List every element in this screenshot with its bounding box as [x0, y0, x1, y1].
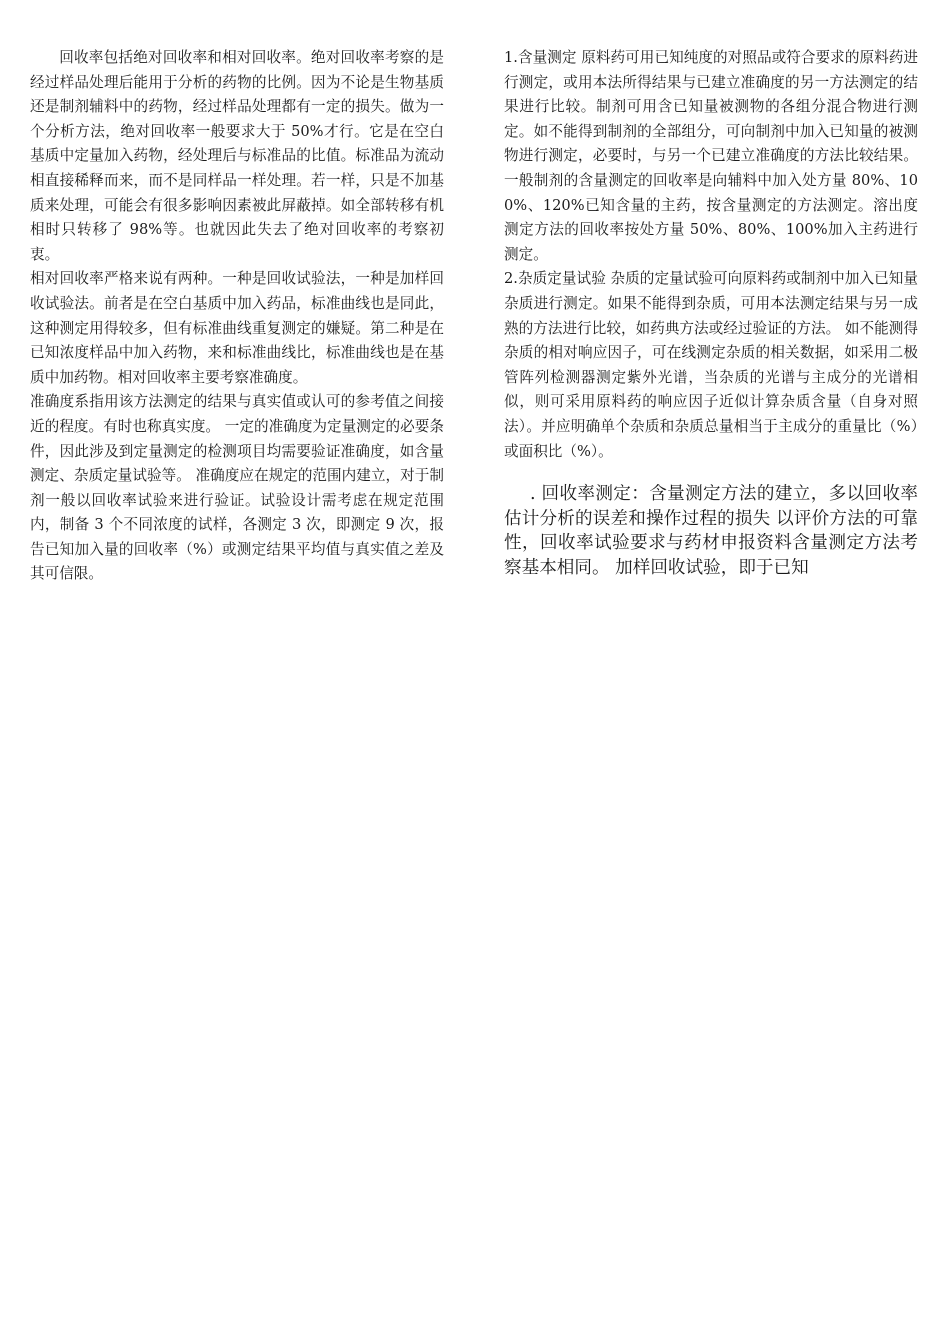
accuracy-paragraph: 准确度系指用该方法测定的结果与真实值或认可的参考值之间接近的程度。有时也称真实度。 一定的准确度为定量测定的必要条件，因此涉及到定量测定的检测项目均需要验证准确度，如含量测定、杂质定量试验等。 准确度应在规定的范围内建立，对于制剂一般以回收率试验来进行验证。试验设计需考虑在规定范围内，制备 3 个不同浓度的试样，各测定 3 次，即测定 9 次，报告已知加入量的回收率（%）或测定结果平均值与真实值之差及其可信限。 — [30, 393, 444, 583]
relative-recovery-paragraph: 相对回收率严格来说有两种。一种是回收试验法，一种是加样回收试验法。前者是在空白基质中加入药品，标准曲线也是同此，这种测定用得较多，但有标准曲线重复测定的嫌疑。第二种是在已知浓度样品中加入药物，来和标准曲线比，标准曲线也是在基质中加药物。相对回收率主要考察准确度。 — [30, 270, 444, 386]
recovery-test-paragraph — [504, 482, 918, 580]
left-column — [30, 46, 444, 587]
impurity-paragraph: 2.杂质定量试验 杂质的定量试验可向原料药或制剂中加入已知量杂质进行测定。如果不能得到杂质，可用本法测定结果与另一成熟的方法进行比较，如药典方法或经过验证的方法。 如不能测得杂质的相对响应因子，可在线测定杂质的相关数据，如采用二极管阵列检测器测定紫外光谱，当杂质的光谱与主成分的光谱相似，则可采用原料药的响应因子近似计算杂质含量（自身对照法）。并应明确单个杂质和杂质总量相当于主成分的重量比（%）或面积比（%）。 — [504, 270, 918, 460]
assay-paragraph: 1.含量测定 原料药可用已知纯度的对照品或符合要求的原料药进行测定，或用本法所得结果与已建立准确度的另一方法测定的结果进行比较。制剂可用含已知量被测物的各组分混合物进行测定。如不能得到制剂的全部组分，可向制剂中加入已知量的被测物进行测定，必要时，与另一个已建立准确度的方法比较结果。一般制剂的含量测定的回收率是向辅料中加入处方量 80%、100%、120%已知含量的主药，按含量测定的方法测定。溶出度测定方法的回收率按处方量 50%、80%、100%加入主药进行测定。 — [504, 49, 918, 263]
right-column — [504, 46, 918, 580]
absolute-recovery-paragraph: 回收率包括绝对回收率和相对回收率。绝对回收率考察的是经过样品处理后能用于分析的药物的比例。因为不论是生物基质还是制剂辅料中的药物，经过样品处理都有一定的损失。做为一个分析方法，绝对回收率一般要求大于 50%才行。它是在空白基质中定量加入药物，经处理后与标准品的比值。标准品为流动相直接稀释而来，而不是同样品一样处理。若一样，只是不加基质来处理，可能会有很多影响因素被此屏蔽掉。如全部转移有机相时只转移了 98%等。也就因此失去了绝对回收率的考察初衷。 — [30, 49, 444, 263]
recovery-test-text: . 回收率测定：含量测定方法的建立，多以回收率估计分析的误差和操作过程的损失 以评价方法的可靠性，回收率试验要求与药材申报资料含量测定方法考察基本相同。 加样回收试验，即于已知 — [504, 484, 918, 578]
